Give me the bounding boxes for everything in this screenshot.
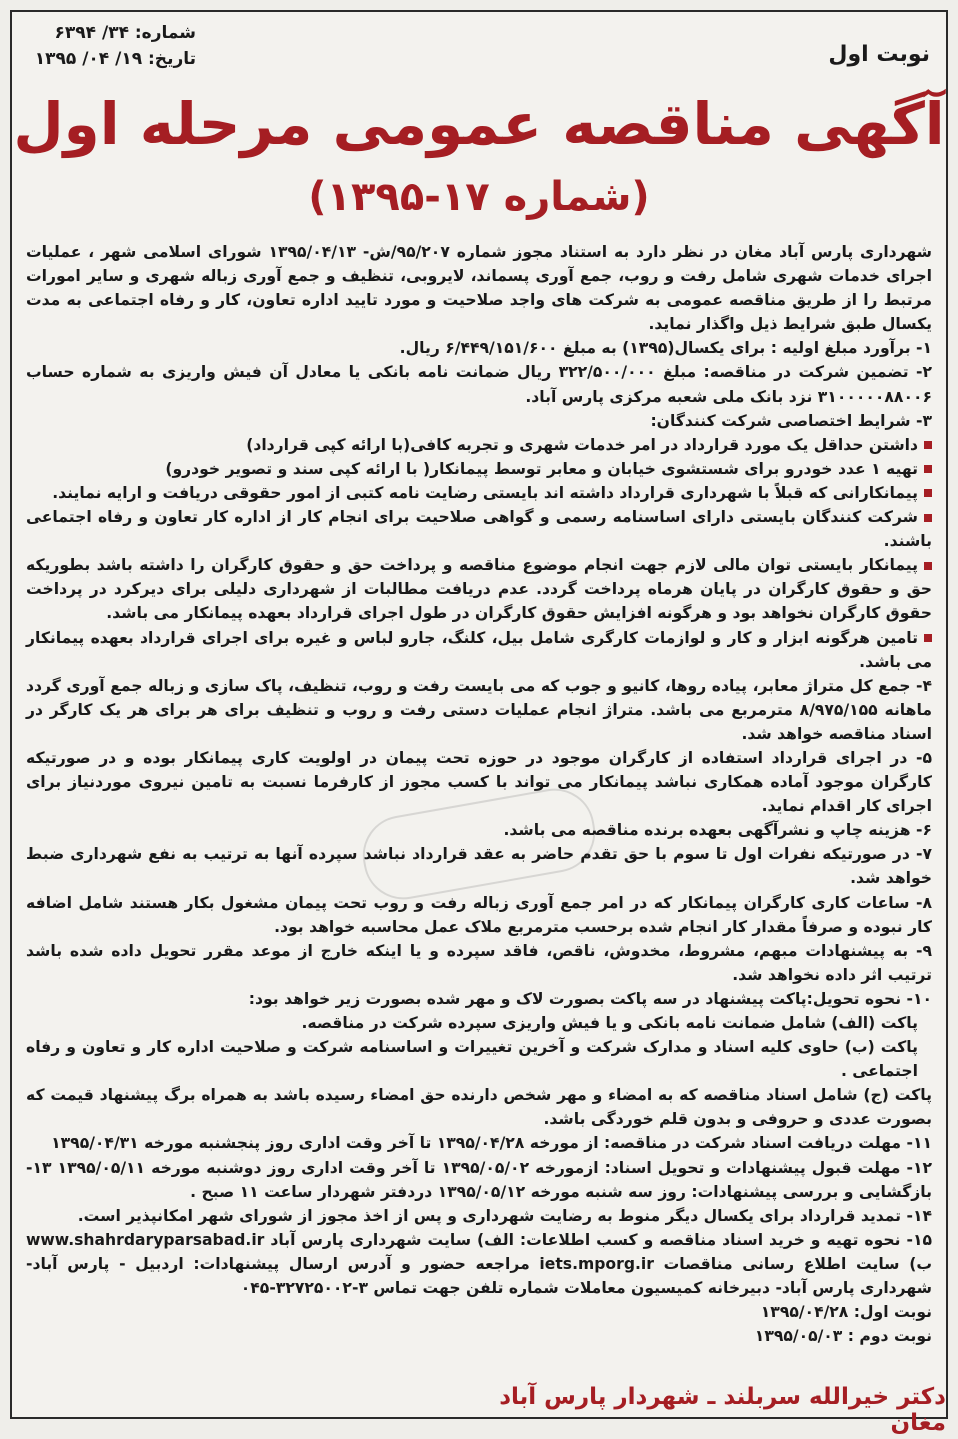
publication-turn: نوبت اول [828,42,930,67]
notice-date: تاریخ: ۱۹/ ۰۴/ ۱۳۹۵ [34,49,196,69]
bullet-icon [924,441,932,449]
notice-page [10,10,948,1436]
notice-number: شماره: ۳۴/ ۶۳۹۴ [54,23,196,43]
item-6: ۶- هزینه چاپ و نشرآگهی بعهده برنده مناقصه می باشد. [503,821,932,840]
envelope-b: پاکت (ب) حاوی کلیه اسناد و مدارک شرکت و آخرین تغییرات و اساسنامه شرکت و صلاحیت اداره کار و تعاون و رفاه اجتماعی . [26,1038,918,1081]
bullet-icon [924,562,932,570]
tenders-site-link[interactable]: iets.mporg.ir [539,1254,654,1273]
item-7: ۷- در صورتیکه نفرات اول تا سوم با حق تقدم حاضر به عقد قرارداد نباشد سپرده آنها به ترتیب به نفع شهرداری ضبط خواهد شد. [26,845,932,888]
item-9: ۹- به پیشنهادات مبهم، مشروط، مخدوش، ناقص، فاقد سپرده و یا اینکه خارج از موعد مقرر تحویل داده شده باشد ترتیب اثر داده نخواهد شد. [26,941,932,984]
notice-meta [26,20,196,72]
bullet-3: پیمانکارانی که قبلاً با شهرداری قرارداد داشته اند بایستی رضایت نامه کتبی از امور حقوقی دریافت و ارایه نمایند. [26,481,932,505]
envelope-a: پاکت (الف) شامل ضمانت نامه بانکی و یا فیش واریزی سپرده شرکت در مناقصه. [301,1014,918,1032]
item-3: ۳- شرایط اختصاصی شرکت کنندگان: [650,411,932,430]
intro-paragraph: شهرداری پارس آباد مغان در نظر دارد به استناد مجوز شماره ۹۵/۲۰۷/ش- ۱۳۹۵/۰۴/۱۳ شورای اسلامی شهر ، عملیات اجرای خدمات شهری شامل رفت و روب، جمع آوری پسماند، لایروبی، تنظیف و جمع آوری زباله شهری و سایر امورات مرتبط را از طریق مناقصه عمومی به شرکت های واجد صلاحیت و مورد تایید اداره تعاون، کار و رفاه اجتماعی به مدت یکسال طبق شرایط ذیل واگذار نماید. [26,243,933,334]
envelope-c: پاکت (ج) شامل اسناد مناقصه که به امضاء و مهر شخص دارنده حق امضاء رسیده باشد به همراه برگ پیشنهاد قیمت که بصورت عددی و حروفی و بدون قلم خوردگی باشد. [26,1086,932,1129]
item-14: ۱۴- تمدید قرارداد برای یکسال دیگر منوط به رضایت شهرداری و پس از اخذ مجوز از شورای شهر امکانپذیر است. [77,1206,932,1225]
bullet-5: پیمانکار بایستی توان مالی لازم جهت انجام موضوع مناقصه و پرداخت حق و حقوق کارگران را داشته باشد بطوریکه حق و حقوق کارگران در پایان هرماه پرداخت گردد. عدم دریافت مطالبات از شهرداری دلیلی برای دیرکرد در پرداخت حقوق کارگران نخواهد بود و هرگونه افزایش حقوق کارگران در طول اجرای قرارداد بعهده پیمانکار می باشد. [26,556,932,623]
bullet-icon [924,634,932,642]
item-5: ۵- در اجرای قرارداد استفاده از کارگران موجود در حوزه تحت پیمان در اولویت کاری پیمانکار بوده و در صورتیکه کارگران موجود آماده همکاری نباشد پیمانکار می تواند با کسب مجوز از کارفرما نسبت به تامین نیروی موردنیاز برای اجرای کار اقدام نماید. [26,748,932,816]
notice-body [26,240,932,1397]
item-12-13: ۱۲- مهلت قبول پیشنهادات و تحویل اسناد: ازمورخه ۱۳۹۵/۰۵/۰۲ تا آخر وقت اداری روز دوشنبه مورخه ۱۳۹۵/۰۵/۱۱ ۱۳- بازگشایی و بررسی پیشنهادات: روز سه شنبه مورخه ۱۳۹۵/۰۵/۱۲ دردفتر شهردار ساعت ۱۱ صبح . [26,1158,932,1201]
bullet-6: تامین هرگونه ابزار و کار و لوازمات کارگری شامل بیل، کلنگ، جارو لباس و غیره برای اجرای قرارداد بعهده پیمانکار می باشد. [26,628,932,671]
second-turn-date: نوبت دوم : ۱۳۹۵/۰۵/۰۳ [754,1327,932,1346]
item-8: ۸- ساعات کاری کارگران پیمانکار که در امر جمع آوری زباله رفت و روب تحت پیمان مشغول بکار هستند شامل اضافه کار نبوده و صرفاً مقدار کار انجام شده برحسب مترمربع ملاک عمل محاسبه خواهد بود. [26,893,932,936]
bullet-1: داشتن حداقل یک مورد قرارداد در امر خدمات شهری و تجربه کافی(با ارائه کپی قرارداد) [26,433,932,457]
bullet-icon [924,489,932,497]
item-4: ۴- جمع کل متراژ معابر، پیاده روها، کانیو و جوب که می بایست رفت و روب، تنظیف، پاک سازی و زباله جمع آوری گردد ماهانه ۸/۹۷۵/۱۵۵ مترمربع می باشد. متراژ انجام عملیات دستی رفت و روب و تنظیف برای هر برای هر یک کارگر در اسناد مناقصه خواهد شد. [26,676,932,743]
item-10: ۱۰- نحوه تحویل:پاکت پیشنهاد در سه پاکت بصورت لاک و مهر شده بصورت زیر خواهد بود: [248,989,932,1008]
bullet-icon [924,514,932,522]
first-turn-date: نوبت اول: ۱۳۹۵/۰۴/۲۸ [760,1303,932,1322]
item-2: ۲- تضمین شرکت در مناقصه: مبلغ ۳۲۲/۵۰۰/۰۰۰ ریال ضمانت نامه بانکی یا معادل آن فیش واریزی به شماره حساب ۳۱۰۰۰۰۰۸۸۰۰۶ نزد بانک ملی شعبه مرکزی پارس آباد. [26,363,932,406]
page-title: آگهی مناقصه عمومی مرحله اول [13,90,945,158]
item-1: ۱- برآورد مبلغ اولیه : برای یکسال(۱۳۹۵) به مبلغ ۶/۴۴۹/۱۵۱/۶۰۰ ریال. [399,339,932,358]
signature: دکتر خیرالله سربلند ـ شهردار پارس آباد مغان [499,1384,946,1436]
bullet-4: شرکت کنندگان بایستی دارای اساسنامه رسمی و گواهی صلاحیت برای انجام کار از اداره کار تعاون و رفاه اجتماعی باشند. [26,508,932,551]
bullet-2: تهیه ۱ عدد خودرو برای شستشوی خیابان و معابر توسط پیمانکار( با ارائه کپی سند و تصویر خودرو) [26,457,932,481]
item-15: ۱۵- نحوه تهیه و خرید اسناد مناقصه و کسب اطلاعات: الف) سایت شهرداری پارس آباد www.shahrdaryparsabad.ir ب) سایت اطلاع رسانی مناقصات iets.mporg.ir مراجعه حضور و آدرس ارسال پیشنهادات: اردبیل - پارس آباد- شهرداری پارس آباد- دبیرخانه کمیسیون معاملات شماره تلفن جهت تماس ۳-۳۲۷۲۵۰۰۲-۰۴۵ [26,1230,932,1298]
bullet-icon [924,465,932,473]
item-11: ۱۱- مهلت دریافت اسناد شرکت در مناقصه: از مورخه ۱۳۹۵/۰۴/۲۸ تا آخر وقت اداری روز پنجشنبه مورخه ۱۳۹۵/۰۴/۳۱ [51,1134,932,1153]
website-link[interactable]: www.shahrdaryparsabad.ir [26,1230,265,1249]
page-subtitle: (شماره ۱۷-۱۳۹۵) [308,174,650,220]
